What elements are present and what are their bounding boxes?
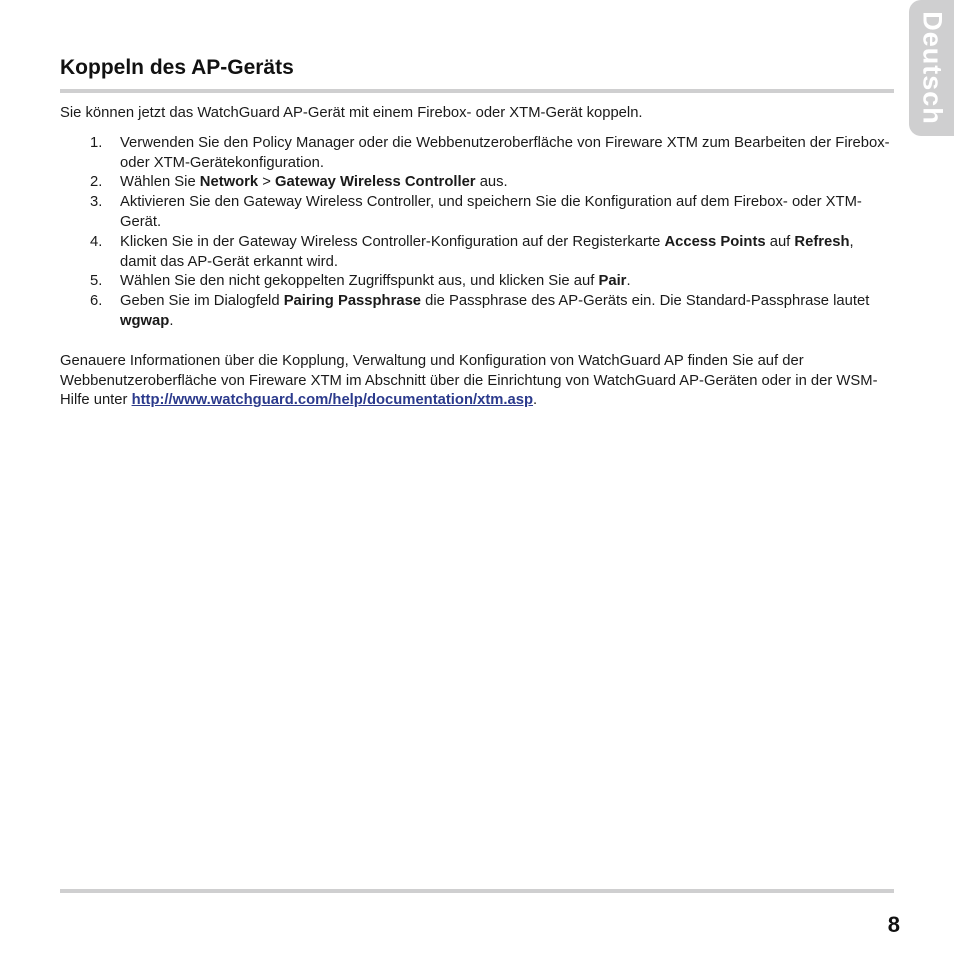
language-tab-label: Deutsch: [917, 11, 947, 125]
language-tab: [909, 0, 954, 136]
step-text: aus.: [475, 174, 508, 191]
default-passphrase: wgwap: [120, 312, 170, 329]
heading-rule: [60, 89, 894, 93]
step-text: die Passphrase des AP-Geräts ein. Die Standard-Passphrase lautet: [421, 293, 870, 310]
more-info-end: .: [533, 392, 538, 409]
intro-paragraph: Sie können jetzt das WatchGuard AP-Gerät mit einem Firebox- oder XTM-Gerät koppeln.: [60, 105, 643, 121]
footer-rule: [60, 889, 894, 893]
step-text: Klicken Sie in der Gateway Wireless Controller-Konfiguration auf der Registerkarte: [120, 233, 665, 250]
step-6: [60, 292, 890, 332]
menu-network: Network: [199, 174, 259, 191]
tab-access-points: Access Points: [664, 233, 766, 250]
step-text: .: [169, 312, 174, 329]
more-info-paragraph: [60, 352, 890, 411]
step-text: auf: [765, 233, 795, 250]
step-4: [60, 233, 890, 273]
step-number: 6.: [90, 293, 103, 310]
step-text: >: [258, 174, 276, 191]
refresh-label: Refresh: [794, 233, 850, 250]
step-3: [60, 193, 890, 233]
steps-list: [60, 134, 890, 332]
section-heading: Koppeln des AP-Geräts: [60, 56, 294, 79]
step-text: Verwenden Sie den Policy Manager oder die Webbenutzeroberfläche von Fireware XTM zum Bearbeiten der Firebox- oder XTM-Gerätekonfiguration.: [120, 134, 890, 171]
step-text: Wählen Sie den nicht gekoppelten Zugriffspunkt aus, und klicken Sie auf: [120, 273, 599, 290]
pair-label: Pair: [598, 273, 627, 290]
documentation-link[interactable]: http://www.watchguard.com/help/documentation/xtm.asp: [131, 392, 534, 409]
step-number: 4.: [90, 233, 103, 250]
step-number: 3.: [90, 194, 103, 211]
document-body: [60, 104, 890, 411]
page-number: 8: [887, 912, 900, 937]
step-number: 1.: [90, 134, 103, 151]
step-number: 5.: [90, 273, 103, 290]
step-text: Geben Sie im Dialogfeld: [120, 293, 284, 310]
step-5: [60, 272, 890, 292]
step-text: .: [626, 273, 631, 290]
step-text: , damit das AP-Gerät erkannt wird.: [120, 233, 854, 270]
dialog-pairing-passphrase: Pairing Passphrase: [283, 293, 422, 310]
step-1: [60, 134, 890, 174]
menu-gateway-wireless-controller: Gateway Wireless Controller: [275, 174, 476, 191]
step-number: 2.: [90, 174, 103, 191]
step-2: [60, 173, 890, 193]
step-text: Aktivieren Sie den Gateway Wireless Controller, und speichern Sie die Konfiguration auf dem Firebox- oder XTM-Gerät.: [120, 194, 862, 230]
step-text: Wählen Sie: [120, 174, 200, 191]
more-info-text: Genauere Informationen über die Kopplung, Verwaltung und Konfiguration von WatchGuard AP finden Sie auf der Webbenutzeroberfläche von Fireware XTM im Abschnitt über die Einrichtung von WatchGuard AP-Geräten oder in der WSM-Hilfe unter: [60, 352, 878, 409]
